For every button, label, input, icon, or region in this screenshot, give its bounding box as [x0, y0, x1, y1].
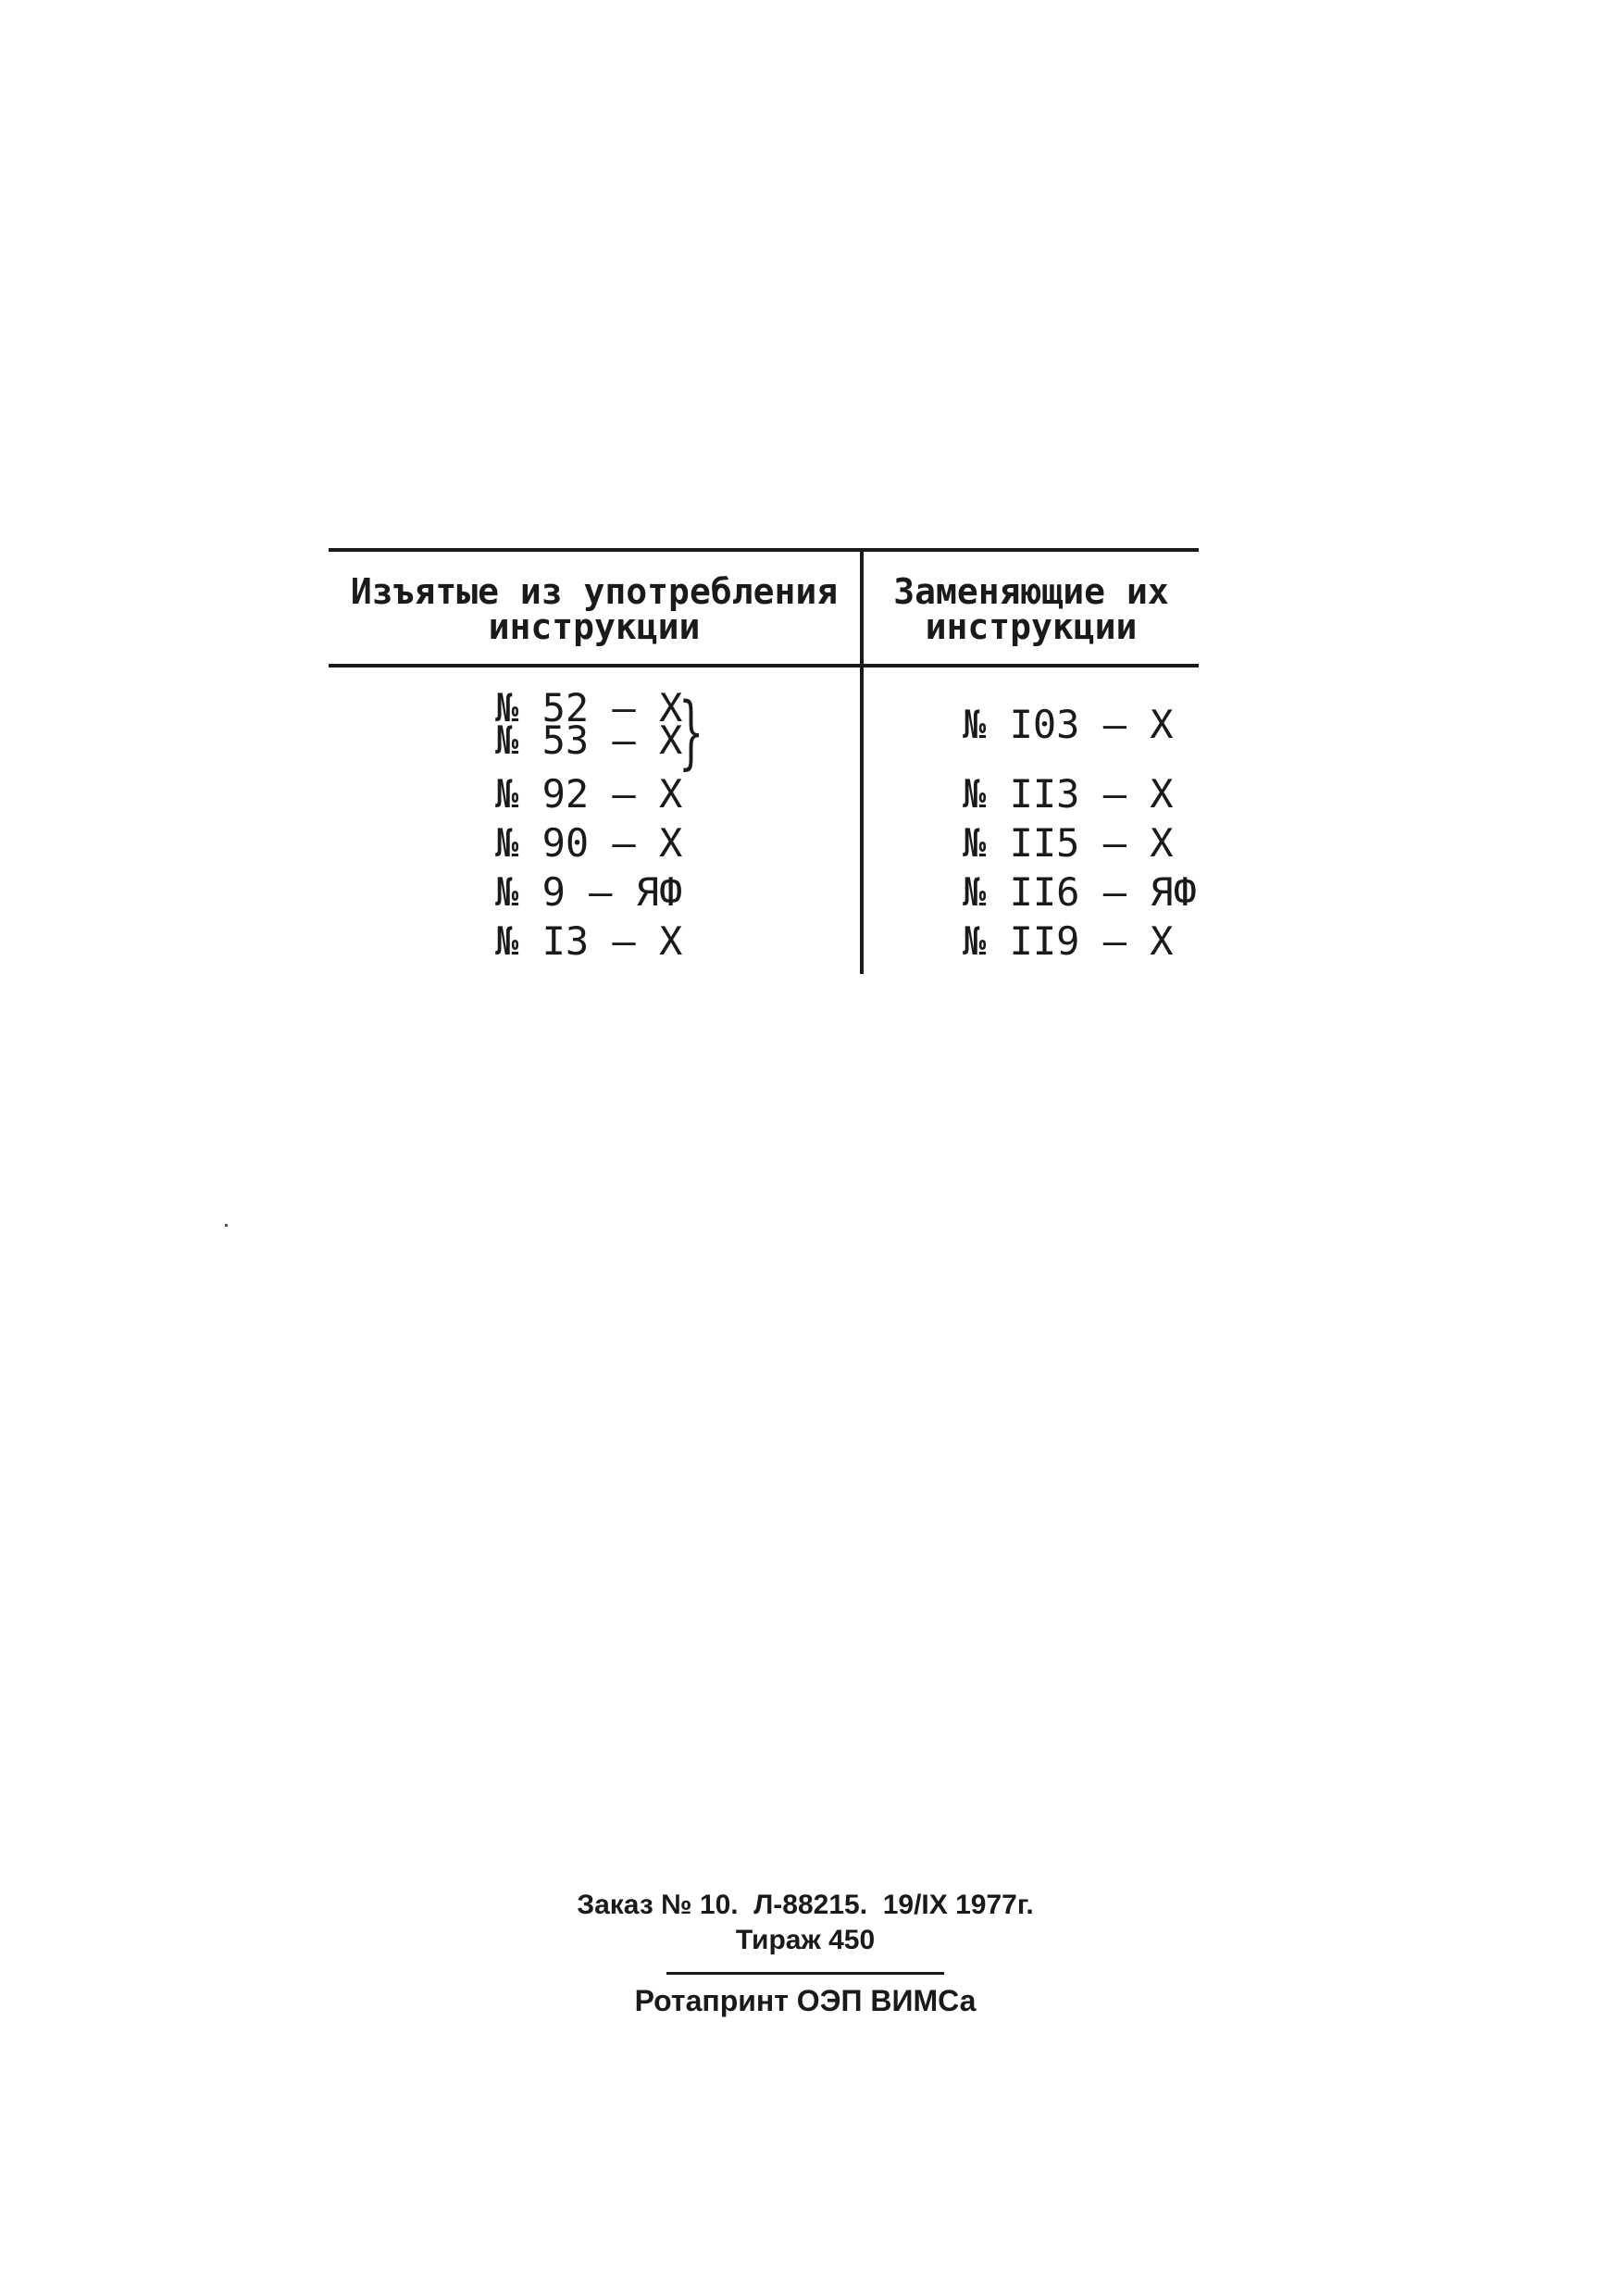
withdrawn-item: № 90 – Х [495, 820, 683, 866]
grouping-brace: } [678, 686, 704, 779]
scan-speck [225, 1224, 228, 1227]
header-withdrawn-line1: Изъятые из употребления [350, 571, 839, 612]
replacing-item: № I03 – Х [963, 702, 1174, 747]
instructions-table [329, 548, 1199, 974]
header-replacing-line2: инструкции [925, 606, 1138, 647]
header-replacing [864, 571, 1199, 647]
withdrawn-item: № 52 – Х [495, 685, 683, 730]
imprint-rule [666, 1972, 944, 1975]
table-header-rule [329, 664, 1199, 668]
header-replacing-line1: Заменяющие их [893, 571, 1169, 612]
withdrawn-item: № I3 – Х [495, 918, 683, 964]
replacing-item: № II3 – Х [963, 771, 1174, 817]
withdrawn-item: № 92 – Х [495, 771, 683, 817]
withdrawn-item: № 9 – ЯФ [495, 869, 683, 915]
replacing-item: № II9 – Х [963, 918, 1174, 964]
imprint-block [518, 1889, 1092, 2017]
order-line: Заказ № 10. Л-88215. 19/IX 1977г. [577, 1890, 1034, 1920]
replacing-item: № II6 – ЯФ [963, 869, 1197, 915]
print-run: Тираж 450 [735, 1925, 876, 1955]
printer-name: Ротапринт ОЭП ВИМСа [634, 1984, 977, 2017]
replacing-item: № II5 – Х [963, 820, 1174, 866]
table-top-rule [329, 548, 1199, 552]
header-withdrawn [329, 571, 860, 647]
header-withdrawn-line2: инструкции [488, 606, 701, 647]
withdrawn-item: № 53 – Х [495, 718, 683, 763]
